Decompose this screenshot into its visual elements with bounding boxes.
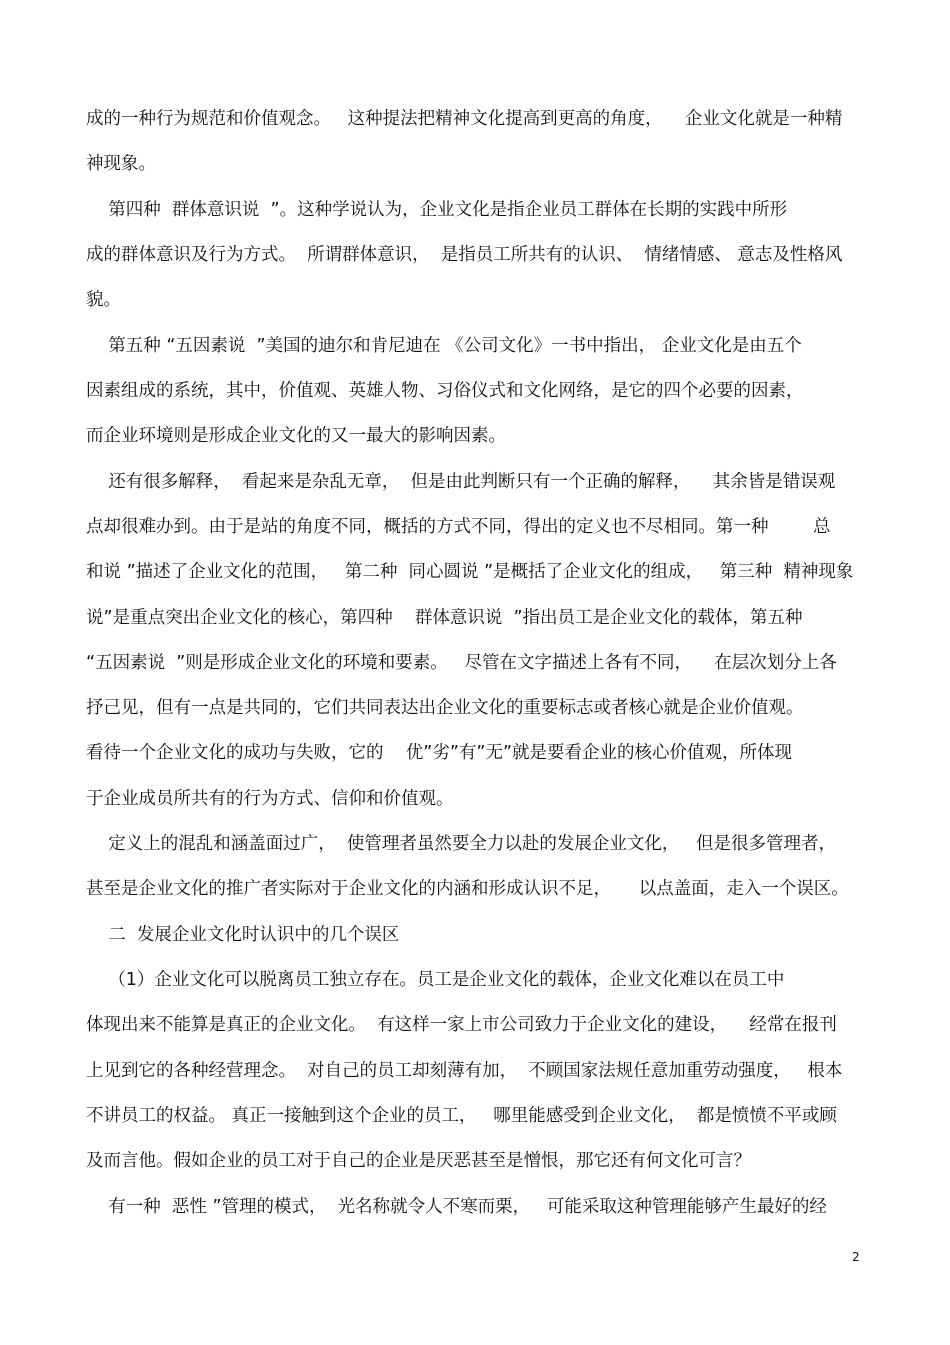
text-line: 貌。 <box>86 290 121 310</box>
text-line: 还有很多解释， 看起来是杂乱无章， 但是由此判断只有一个正确的解释， 其余皆是错误观 <box>86 472 836 492</box>
text-line: 上见到它的各种经营理念。 对自己的员工却刻薄有加， 不顾国家法规任意加重劳动强度， 根本 <box>86 1061 843 1081</box>
text-line: 而企业环境则是形成企业文化的又一最大的影响因素。 <box>86 426 506 446</box>
text-line: 成的一种行为规范和价值观念。 这种提法把精神文化提高到更高的角度， 企业文化就是一种精 <box>86 109 843 129</box>
text-line: 和说 ”描述了企业文化的范围， 第二种 同心圆说 ”是概括了企业文化的组成， 第三种 精神现象 <box>86 562 854 582</box>
text-line: 定义上的混乱和涵盖面过广， 使管理者虽然要全力以赴的发展企业文化， 但是很多管理者， <box>86 834 837 854</box>
text-line: 第五种 “五因素说 ”美国的迪尔和肯尼迪在 《公司文化》一书中指出， 企业文化是由五个 <box>86 336 802 356</box>
section-heading: 二 发展企业文化时认识中的几个误区 <box>86 925 400 945</box>
page-number: 2 <box>852 1250 860 1264</box>
text-line: 于企业成员所共有的行为方式、信仰和价值观。 <box>86 789 454 809</box>
text-line: 抒己见，但有一点是共同的，它们共同表达出企业文化的重要标志或者核心就是企业价值观。 <box>86 698 804 718</box>
text-line: 甚至是企业文化的推广者实际对于企业文化的内涵和形成认识不足， 以点盖面，走入一个误区。 <box>86 879 849 899</box>
text-line: 神现象。 <box>86 154 156 174</box>
text-line: 不讲员工的权益。 真正一接触到这个企业的员工， 哪里能感受到企业文化， 都是愤愤不平或顾 <box>86 1106 837 1126</box>
text-line: 体现出来不能算是真正的企业文化。 有这样一家上市公司致力于企业文化的建设， 经常在报刊 <box>86 1015 837 1035</box>
text-line: 看待一个企业文化的成功与失败，它的 优”劣”有”无”就是要看企业的核心价值观，所体现 <box>86 743 793 763</box>
text-line: “五因素说 ”则是形成企业文化的环境和要素。 尽管在文字描述上各有不同， 在层次划分上各 <box>86 653 837 673</box>
text-line: 有一种 恶性 ”管理的模式， 光名称就令人不寒而栗， 可能采取这种管理能够产生最好的经 <box>86 1197 827 1217</box>
text-line: 因素组成的系统，其中，价值观、英雄人物、习俗仪式和文化网络，是它的四个必要的因素， <box>86 381 804 401</box>
text-line: （1）企业文化可以脱离员工独立存在。员工是企业文化的载体，企业文化难以在员工中 <box>86 970 785 990</box>
text-line: 说”是重点突出企业文化的核心，第四种 群体意识说 ”指出员工是企业文化的载体，第五种 <box>86 608 803 628</box>
text-line: 成的群体意识及行为方式。 所谓群体意识， 是指员工所共有的认识、 情绪情感、 意志及性格风 <box>86 245 843 265</box>
text-line: 及而言他。假如企业的员工对于自己的企业是厌恶甚至是憎恨，那它还有何文化可言？ <box>86 1151 751 1171</box>
text-line: 点却很难办到。由于是站的角度不同，概括的方式不同，得出的定义也不尽相同。第一种 总 <box>86 517 831 537</box>
text-line: 第四种 群体意识说 ”。这种学说认为，企业文化是指企业员工群体在长期的实践中所形 <box>86 200 788 220</box>
